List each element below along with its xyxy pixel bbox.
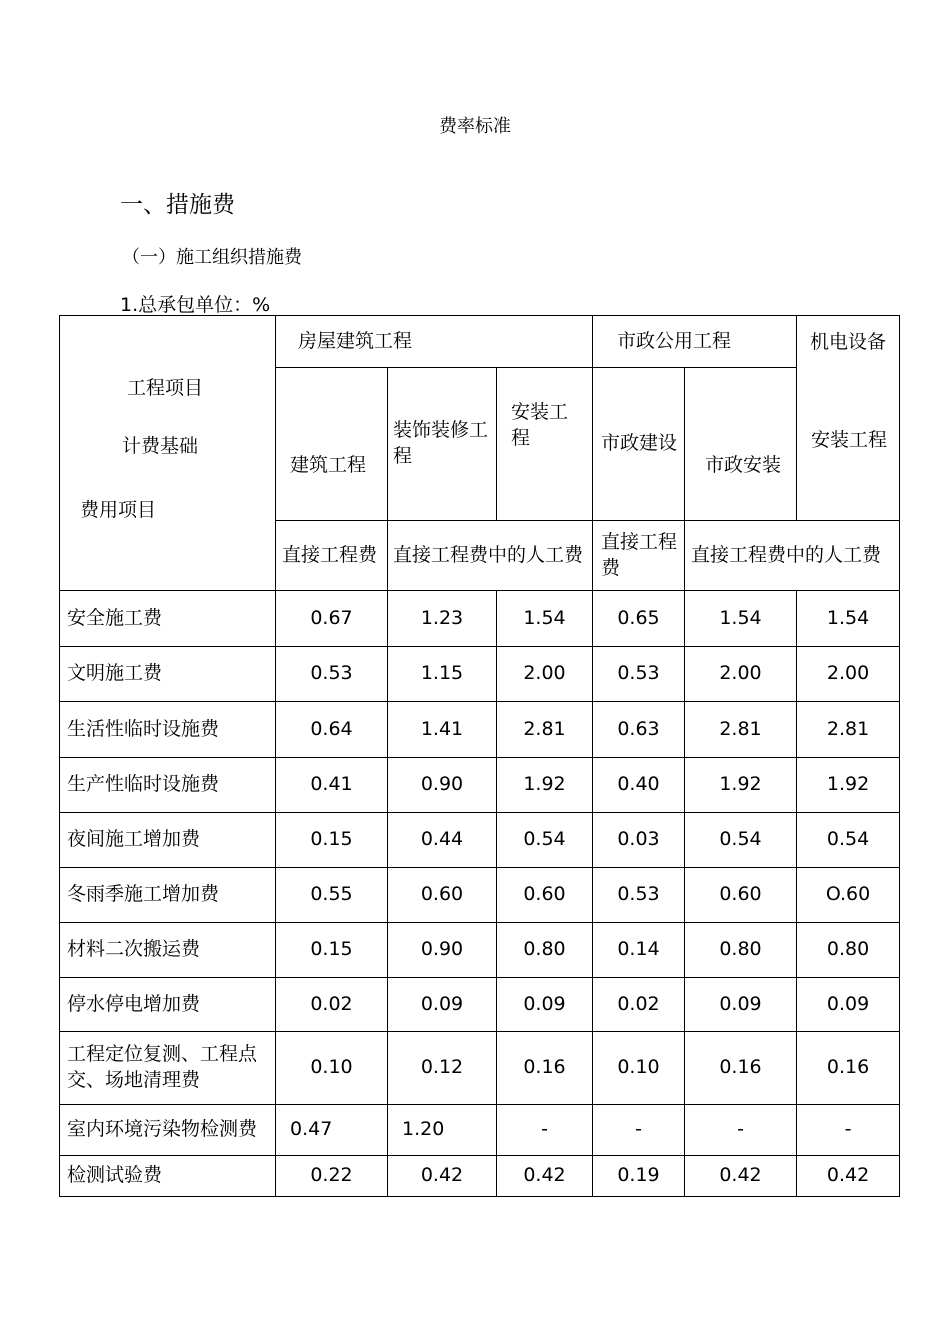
rate-cell: 0.03	[593, 813, 685, 868]
rate-cell: 0.80	[685, 923, 797, 978]
rate-cell: 0.19	[593, 1156, 685, 1197]
row-label: 室内环境污染物检测费	[60, 1105, 276, 1156]
rate-cell: 0.42	[497, 1156, 593, 1197]
table-row	[60, 647, 900, 702]
rate-cell: 2.00	[797, 647, 900, 702]
rate-cell: 0.60	[497, 868, 593, 923]
rate-cell: 0.80	[797, 923, 900, 978]
rate-cell: 0.47	[276, 1105, 388, 1156]
table-row	[60, 591, 900, 647]
rate-cell: 0.53	[593, 868, 685, 923]
rate-cell: 0.65	[593, 591, 685, 647]
rate-cell: 0.54	[497, 813, 593, 868]
rate-cell: 0.55	[276, 868, 388, 923]
rate-cell: 0.67	[276, 591, 388, 647]
table-row	[60, 1032, 900, 1105]
rate-cell: 1.92	[685, 758, 797, 813]
rate-cell: 0.90	[388, 923, 497, 978]
row-label: 生活性临时设施费	[60, 702, 276, 758]
row-label: 检测试验费	[60, 1156, 276, 1197]
rate-cell: 2.81	[685, 702, 797, 758]
rate-cell: 0.02	[593, 978, 685, 1032]
rate-cell: 1.20	[388, 1105, 497, 1156]
rate-cell: 0.40	[593, 758, 685, 813]
group-header-mech: 机电设备	[810, 331, 887, 353]
rate-cell: 1.92	[797, 758, 900, 813]
corner-project-label: 工程项目	[127, 377, 204, 399]
rate-cell: 0.44	[388, 813, 497, 868]
rate-cell: -	[685, 1105, 797, 1156]
rate-cell: 0.60	[685, 868, 797, 923]
rate-cell: 2.00	[497, 647, 593, 702]
corner-basis-label: 计费基础	[122, 435, 199, 457]
rate-cell: 0.15	[276, 813, 388, 868]
rate-cell: 0.09	[497, 978, 593, 1032]
rate-cell: O.60	[797, 868, 900, 923]
rate-cell: 0.42	[388, 1156, 497, 1197]
row-label: 文明施工费	[60, 647, 276, 702]
table-row	[60, 758, 900, 813]
rate-cell: 2.81	[797, 702, 900, 758]
rate-cell: 1.54	[685, 591, 797, 647]
table-row	[60, 1156, 900, 1197]
rate-cell: 0.42	[685, 1156, 797, 1197]
rate-cell: 0.16	[685, 1032, 797, 1105]
rate-cell: 0.53	[276, 647, 388, 702]
rate-cell: 0.12	[388, 1032, 497, 1105]
group-header-mech-cell	[797, 316, 900, 521]
basis-labor-house: 直接工程费中的人工费	[388, 521, 593, 591]
rate-cell: 0.42	[797, 1156, 900, 1197]
page-title: 费率标准	[439, 116, 511, 137]
rate-cell: 0.09	[388, 978, 497, 1032]
rate-cell: 0.16	[797, 1032, 900, 1105]
rate-cell: 1.15	[388, 647, 497, 702]
rate-cell: 0.64	[276, 702, 388, 758]
row-label: 冬雨季施工增加费	[60, 868, 276, 923]
subcol-install: 安装工程	[497, 368, 593, 521]
rate-cell: 0.22	[276, 1156, 388, 1197]
basis-labor-muni: 直接工程费中的人工费	[685, 521, 900, 591]
section-heading: 一、措施费	[120, 192, 235, 218]
rate-cell: 1.54	[797, 591, 900, 647]
rate-table	[59, 315, 900, 1197]
rate-cell: 0.53	[593, 647, 685, 702]
basis-building: 直接工程费	[276, 521, 388, 591]
rate-cell: -	[593, 1105, 685, 1156]
subcol-muni-build: 市政建设	[593, 368, 685, 521]
subcol-decoration: 装饰装修工程	[388, 368, 497, 521]
rate-cell: 0.54	[797, 813, 900, 868]
rate-cell: 0.54	[685, 813, 797, 868]
rate-cell: 0.80	[497, 923, 593, 978]
rate-cell: 1.92	[497, 758, 593, 813]
row-label: 工程定位复测、工程点交、场地清理费	[60, 1032, 276, 1105]
corner-header-cell	[60, 316, 276, 591]
rate-cell: 0.10	[276, 1032, 388, 1105]
row-label: 安全施工费	[60, 591, 276, 647]
table-row	[60, 868, 900, 923]
rate-cell: 1.54	[497, 591, 593, 647]
rate-cell: 0.90	[388, 758, 497, 813]
group-header-house: 房屋建筑工程	[276, 316, 593, 368]
basis-muni: 直接工程费	[593, 521, 685, 591]
row-label: 夜间施工增加费	[60, 813, 276, 868]
group-header-municipal: 市政公用工程	[593, 316, 797, 368]
rate-cell: 0.15	[276, 923, 388, 978]
subcol-mech-install: 安装工程	[811, 429, 888, 451]
rate-cell: 0.09	[685, 978, 797, 1032]
table-row	[60, 702, 900, 758]
rate-cell: 1.41	[388, 702, 497, 758]
subsection-heading: （一）施工组织措施费	[122, 247, 302, 268]
rate-cell: -	[797, 1105, 900, 1156]
table-row	[60, 1105, 900, 1156]
rate-cell: 2.81	[497, 702, 593, 758]
rate-cell: 0.60	[388, 868, 497, 923]
subcol-building: 建筑工程	[276, 368, 388, 521]
rate-cell: 0.02	[276, 978, 388, 1032]
item-heading: 1.总承包单位：%	[120, 294, 271, 316]
subcol-muni-install: 市政安装	[685, 368, 797, 521]
rate-cell: -	[497, 1105, 593, 1156]
row-label: 材料二次搬运费	[60, 923, 276, 978]
rate-cell: 0.09	[797, 978, 900, 1032]
table-row	[60, 813, 900, 868]
rate-cell: 2.00	[685, 647, 797, 702]
rate-cell: 0.41	[276, 758, 388, 813]
rate-cell: 0.10	[593, 1032, 685, 1105]
rate-cell: 0.63	[593, 702, 685, 758]
table-row	[60, 923, 900, 978]
row-label: 生产性临时设施费	[60, 758, 276, 813]
row-label: 停水停电增加费	[60, 978, 276, 1032]
table-row	[60, 978, 900, 1032]
rate-cell: 0.14	[593, 923, 685, 978]
corner-fee-label: 费用项目	[80, 499, 157, 521]
rate-cell: 1.23	[388, 591, 497, 647]
rate-cell: 0.16	[497, 1032, 593, 1105]
